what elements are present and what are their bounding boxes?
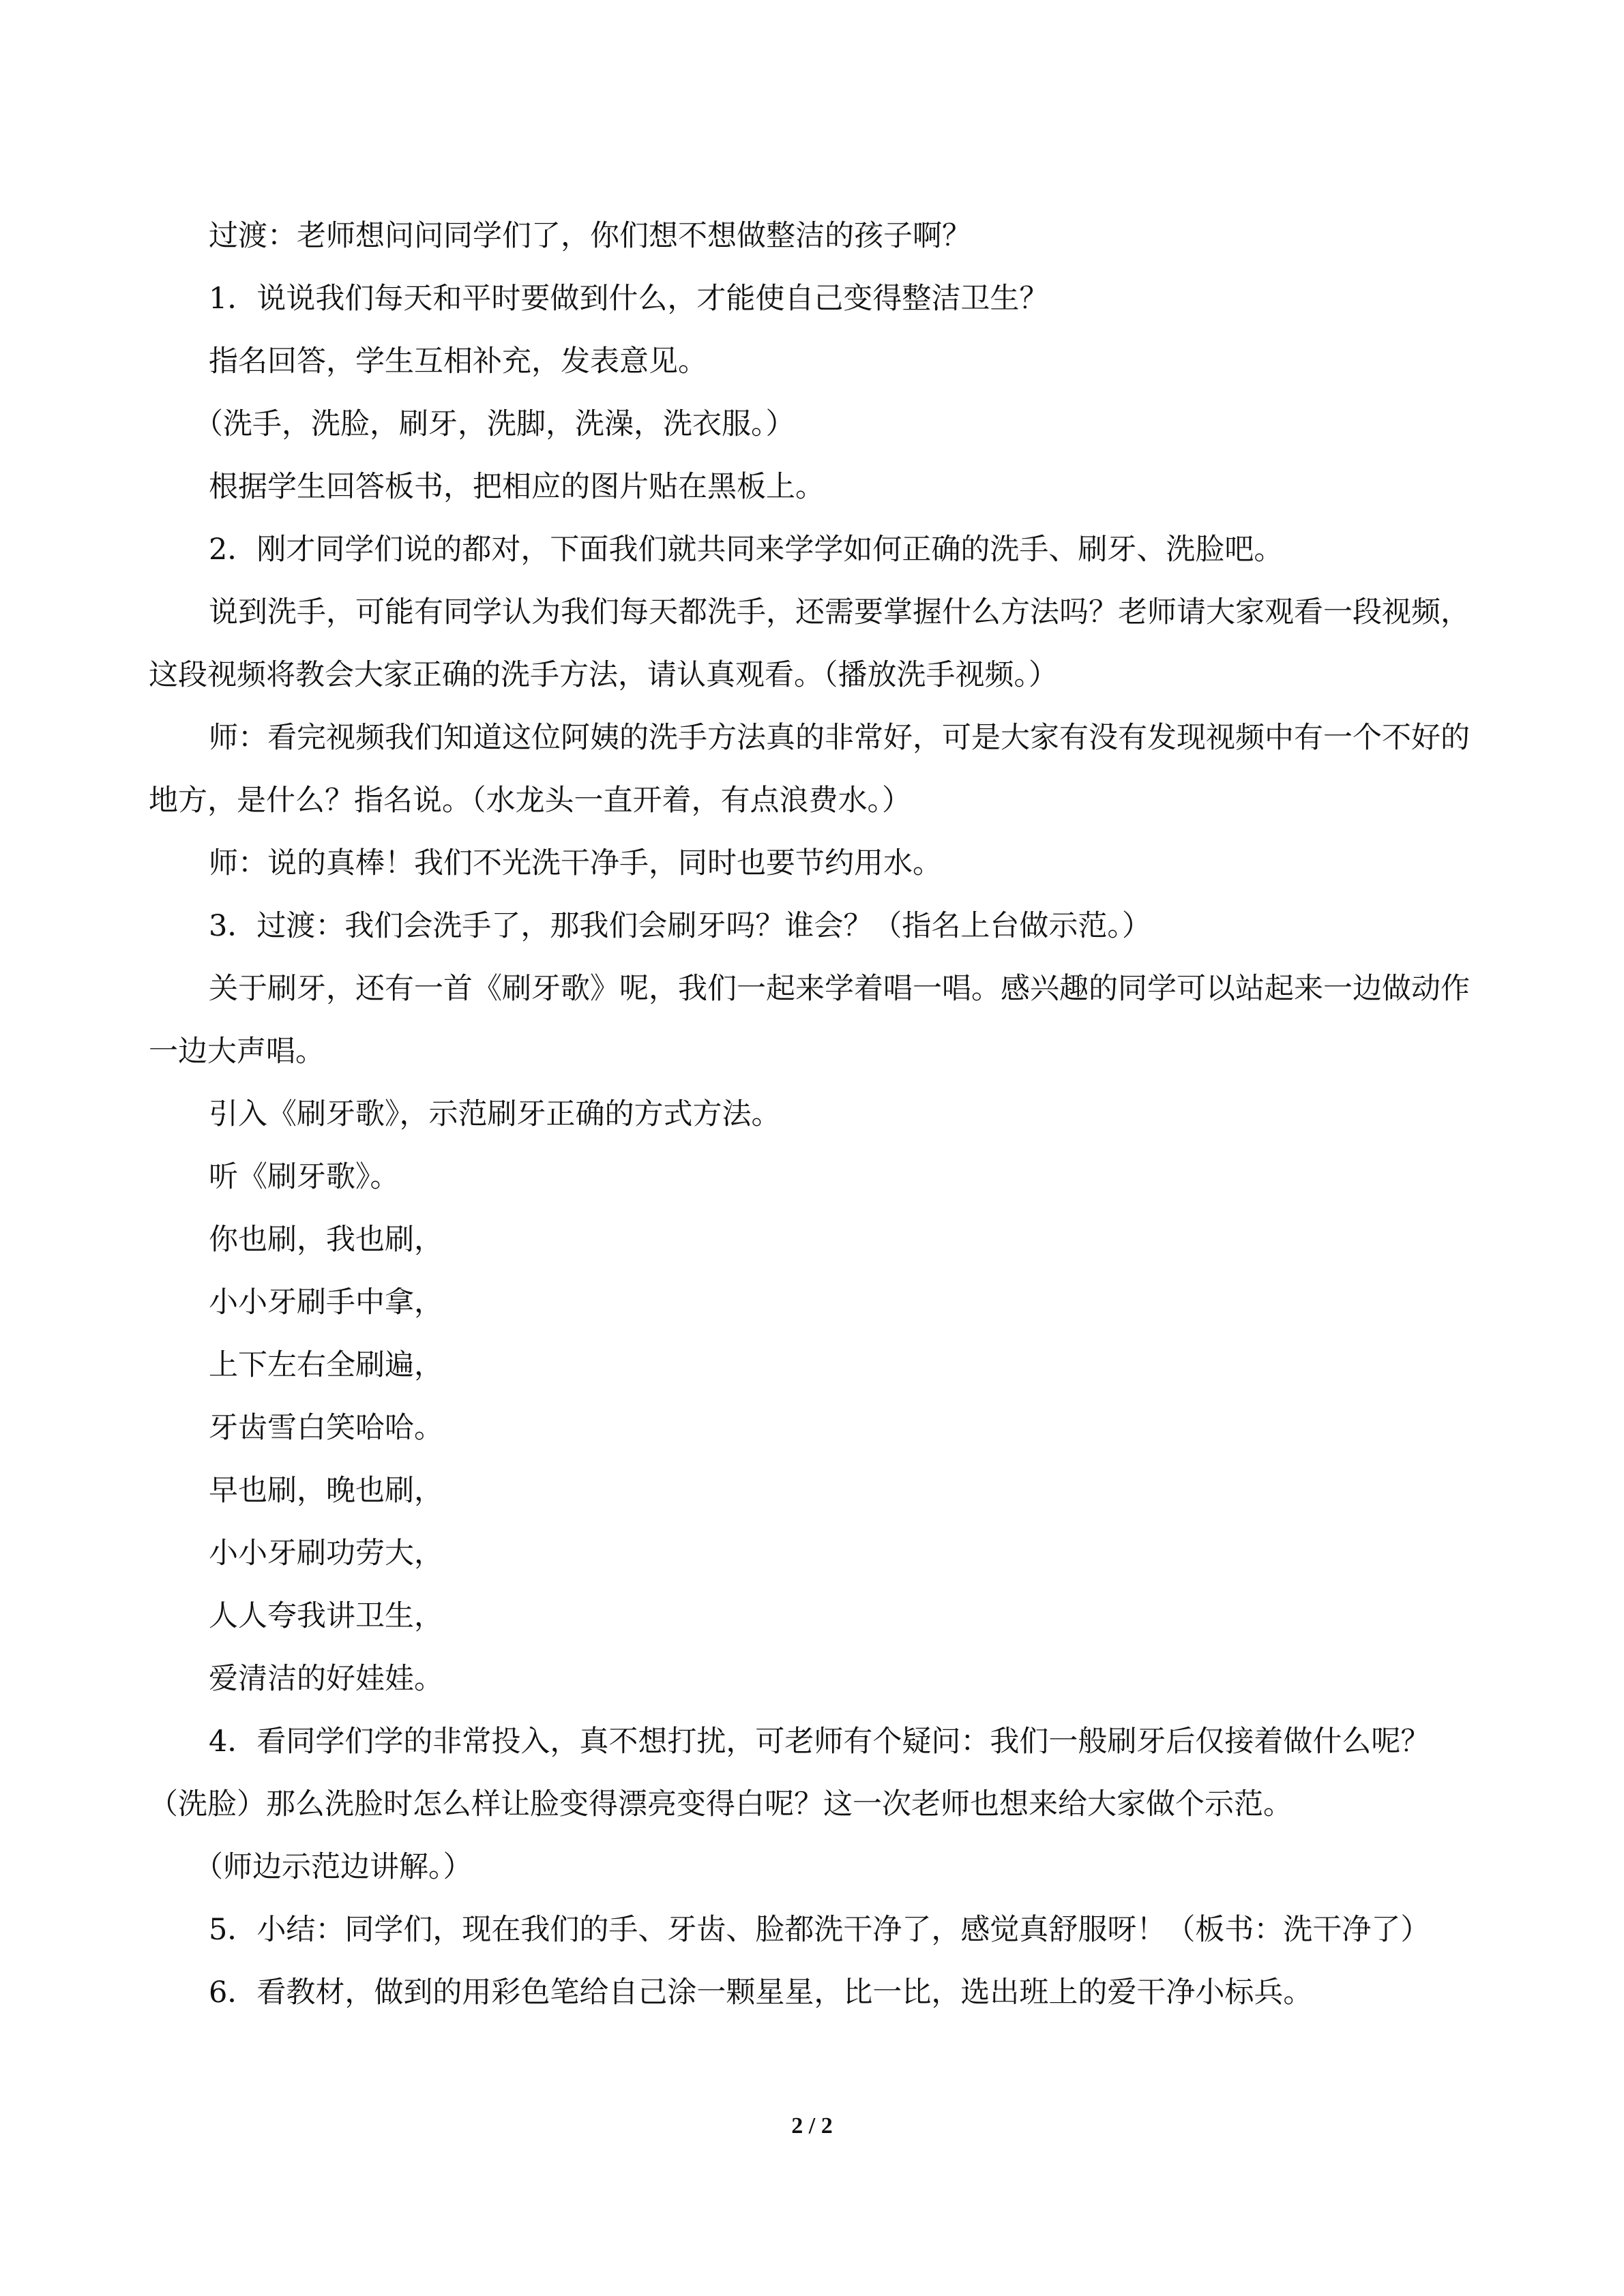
paragraph: 指名回答，学生互相补充，发表意见。 xyxy=(209,344,707,378)
song-line: 人人夸我讲卫生， xyxy=(209,1599,443,1633)
paragraph: 4．看同学们学的非常投入，真不想打扰，可老师有个疑问：我们一般刷牙后仅接着做什么呢？（洗脸）那么洗脸时怎么样让脸变得漂亮变得白呢？这一次老师也想来给大家做个示范。 xyxy=(149,1725,1430,1821)
song-line: 牙齿雪白笑哈哈。 xyxy=(209,1411,443,1445)
paragraph: 说到洗手，可能有同学认为我们每天都洗手，还需要掌握什么方法吗？老师请大家观看一段视频，这段视频将教会大家正确的洗手方法，请认真观看。（播放洗手视频。） xyxy=(149,595,1470,692)
paragraph: 引入《刷牙歌》，示范刷牙正确的方式方法。 xyxy=(209,1097,781,1131)
paragraph: 2．刚才同学们说的都对，下面我们就共同来学学如何正确的洗手、刷牙、洗脸吧。 xyxy=(209,533,1284,567)
paragraph: 6．看教材，做到的用彩色笔给自己涂一颗星星，比一比，选出班上的爱干净小标兵。 xyxy=(209,1976,1313,2010)
paragraph: 关于刷牙，还有一首《刷牙歌》呢，我们一起来学着唱一唱。感兴趣的同学可以站起来一边做动作一边大声唱。 xyxy=(149,972,1470,1069)
document-body xyxy=(149,205,1475,2024)
paragraph: 师：看完视频我们知道这位阿姨的洗手方法真的非常好，可是大家有没有发现视频中有一个不好的地方，是什么？指名说。（水龙头一直开着，有点浪费水。） xyxy=(149,721,1470,818)
page-number: 2 / 2 xyxy=(791,2113,833,2138)
song-line: 小小牙刷手中拿， xyxy=(209,1285,443,1320)
paragraph: （洗手，洗脸，刷牙，洗脚，洗澡，洗衣服。） xyxy=(194,407,795,441)
paragraph: （师边示范边讲解。） xyxy=(194,1850,473,1884)
paragraph: 3．过渡：我们会洗手了，那我们会刷牙吗？谁会？（指名上台做示范。） xyxy=(209,909,1151,943)
paragraph: 师：说的真棒！我们不光洗干净手，同时也要节约用水。 xyxy=(209,846,942,880)
paragraph: 根据学生回答板书，把相应的图片贴在黑板上。 xyxy=(209,470,825,504)
song-line: 你也刷，我也刷， xyxy=(209,1223,443,1257)
paragraph: 过渡：老师想问问同学们了，你们想不想做整洁的孩子啊？ xyxy=(209,219,971,253)
song-line: 爱清洁的好娃娃。 xyxy=(209,1662,443,1696)
paragraph: 5．小结：同学们，现在我们的手、牙齿、脸都洗干净了，感觉真舒服呀！（板书：洗干净了） xyxy=(209,1913,1430,1947)
paragraph: 听《刷牙歌》。 xyxy=(209,1160,400,1194)
paragraph: 1．说说我们每天和平时要做到什么，才能使自己变得整洁卫生？ xyxy=(209,282,1049,316)
song-line: 上下左右全刷遍， xyxy=(209,1348,443,1382)
song-line: 早也刷，晚也刷， xyxy=(209,1474,443,1508)
song-line: 小小牙刷功劳大， xyxy=(209,1536,443,1570)
